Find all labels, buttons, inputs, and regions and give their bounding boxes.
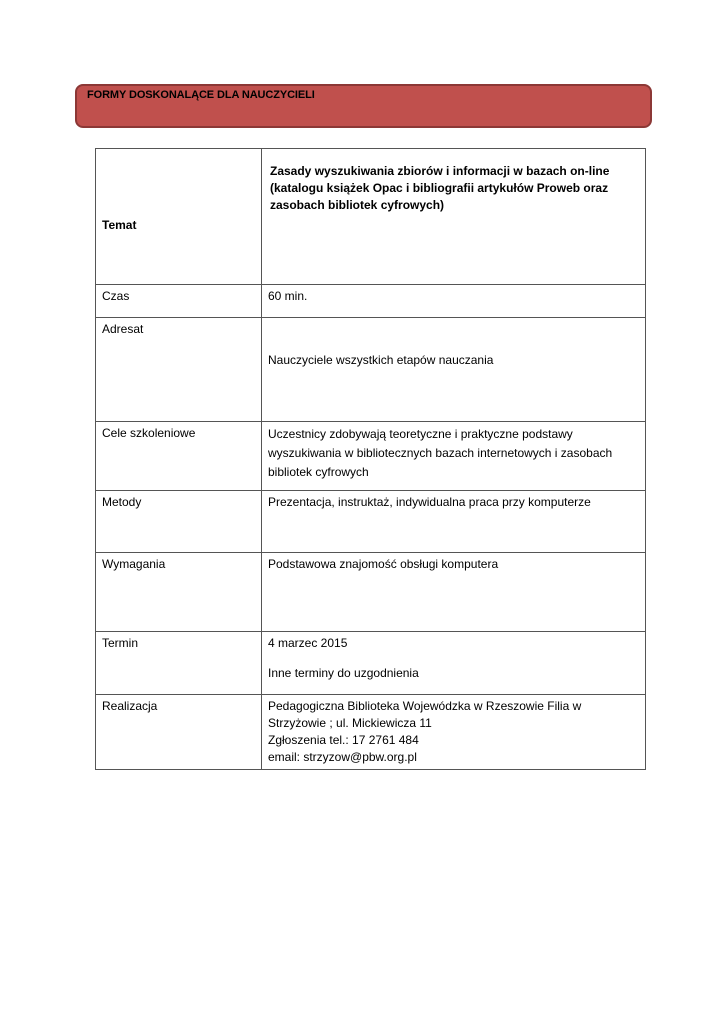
temat-value: Zasady wyszukiwania zbiorów i informacji w bazach on-line (katalogu książek Opac i bibliografii artykułów Proweb oraz zasobach bibliotek cyfrowych) (262, 149, 646, 285)
table-row-temat (96, 149, 646, 285)
table-row-czas (96, 285, 646, 318)
metody-label: Metody (96, 491, 262, 553)
table-row-adresat (96, 318, 646, 422)
adresat-label: Adresat (96, 318, 262, 422)
termin-cell (262, 632, 646, 695)
table-row-metody (96, 491, 646, 553)
header-banner (75, 84, 652, 128)
cele-value: Uczestnicy zdobywają teoretyczne i praktyczne podstawy wyszukiwania w bibliotecznych bazach internetowych i zasobach bibliotek cyfrowych (262, 422, 646, 491)
termin-label: Termin (96, 632, 262, 695)
temat-label: Temat (96, 149, 262, 285)
banner-title: FORMY DOSKONALĄCE DLA NAUCZYCIELI (87, 89, 315, 101)
adresat-value: Nauczyciele wszystkich etapów nauczania (262, 318, 646, 422)
table-row-termin (96, 632, 646, 695)
realizacja-cell (262, 695, 646, 770)
realizacja-phone: Zgłoszenia tel.: 17 2761 484 (268, 733, 419, 747)
czas-label: Czas (96, 285, 262, 318)
table-row-cele (96, 422, 646, 491)
czas-value: 60 min. (262, 285, 646, 318)
metody-value: Prezentacja, instruktaż, indywidualna praca przy komputerze (262, 491, 646, 553)
termin-note: Inne terminy do uzgodnienia (268, 666, 419, 680)
table-row-wymagania (96, 553, 646, 632)
termin-value: 4 marzec 2015 (268, 636, 348, 650)
realizacja-address: Pedagogiczna Biblioteka Wojewódzka w Rzeszowie Filia w Strzyżowie ; ul. Mickiewicza 11 (268, 699, 582, 730)
course-info-table (95, 148, 646, 770)
wymagania-label: Wymagania (96, 553, 262, 632)
table-row-realizacja (96, 695, 646, 770)
wymagania-value: Podstawowa znajomość obsługi komputera (262, 553, 646, 632)
cele-label: Cele szkoleniowe (96, 422, 262, 491)
realizacja-email: email: strzyzow@pbw.org.pl (268, 750, 417, 764)
realizacja-label: Realizacja (96, 695, 262, 770)
